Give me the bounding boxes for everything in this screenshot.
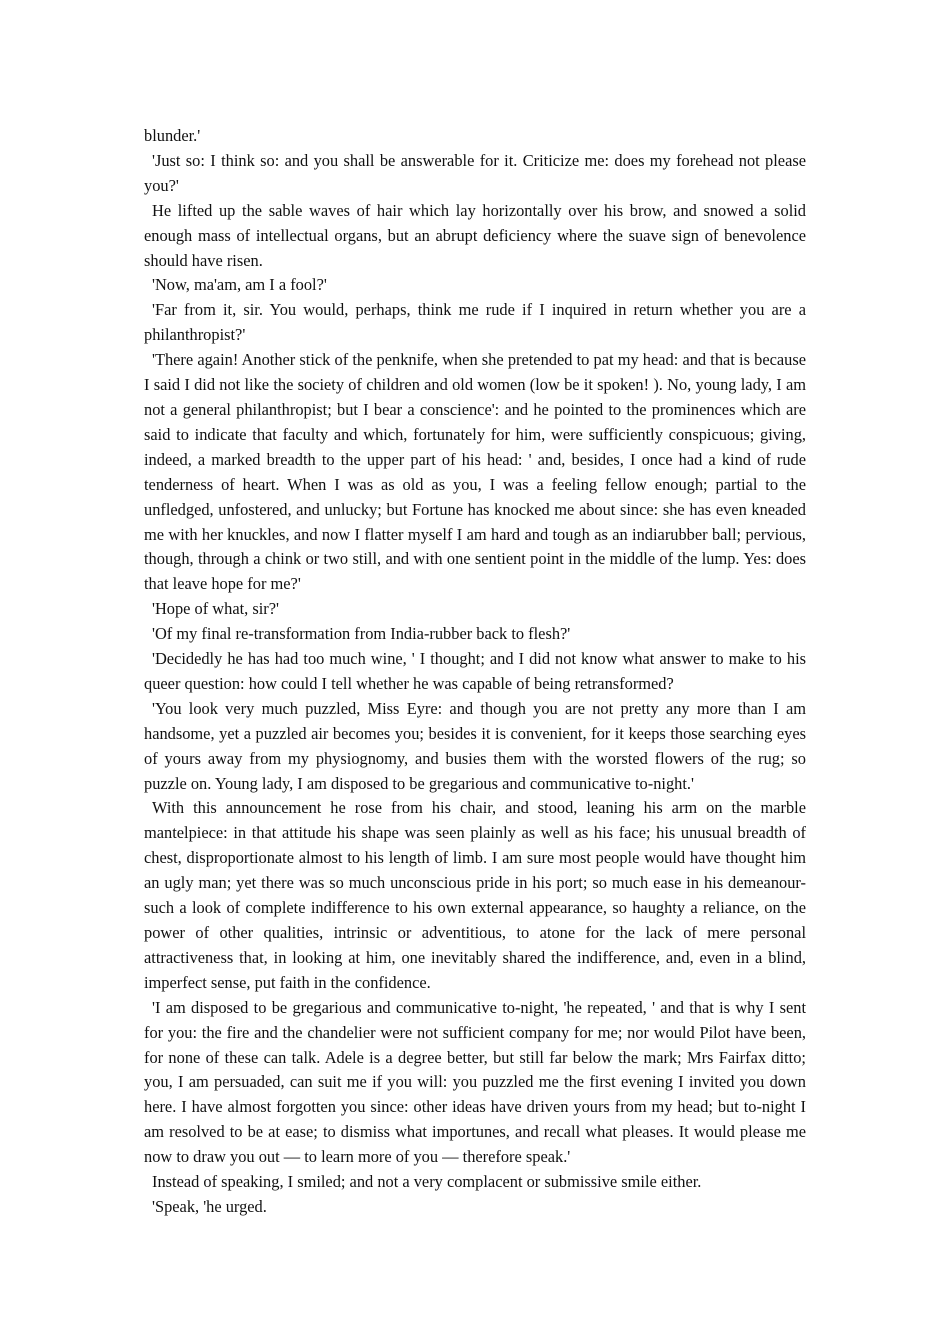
paragraph: 'Now, ma'am, am I a fool?' bbox=[152, 275, 327, 295]
paragraph: blunder.' bbox=[144, 126, 201, 145]
paragraph: 'You look very much puzzled, Miss Eyre: and though you are not pretty any more than I am handsome, yet a puzzled air becomes you; besides it is convenient, for it keeps those searching eyes of yours away from my physiognomy, and busies them with the worsted flowers of the rug; so puzzle on. Young lady, I am disposed to be gregarious and communicative to-night.' bbox=[144, 698, 806, 793]
paragraph: 'Far from it, sir. You would, perhaps, think me rude if I inquired in return whether you are a philanthropist?' bbox=[144, 300, 806, 345]
paragraph: 'I am disposed to be gregarious and communicative to-night, 'he repeated, ' and that is why I sent for you: the fire and the chandelier were not sufficient company for me; nor would Pilot have been, for none of these can talk. Adele is a degree better, but still far below the mark; Mrs Fairfax ditto; you, I am persuaded, can suit me if you will: you puzzled me the first evening I invited you down here. I have almost forgotten you since: other ideas have driven yours from my head; but to-night I am resolved to be at ease; to dismiss what importunes, and recall what pleases. It would please me now to draw you out — to learn more of you — therefore speak.' bbox=[144, 997, 806, 1167]
paragraph: 'Decidedly he has had too much wine, ' I thought; and I did not know what answer to make to his queer question: how could I tell whether he was capable of being retransformed? bbox=[144, 649, 806, 693]
body-text bbox=[144, 124, 806, 1220]
paragraph: He lifted up the sable waves of hair which lay horizontally over his brow, and snowed a solid enough mass of intellectual organs, but an abrupt deficiency where the suave sign of benevolence should have risen. bbox=[144, 200, 806, 270]
paragraph: Instead of speaking, I smiled; and not a very complacent or submissive smile either. bbox=[152, 1172, 702, 1192]
paragraph: 'Of my final re-transformation from India-rubber back to flesh?' bbox=[152, 624, 571, 644]
paragraph: 'Hope of what, sir?' bbox=[152, 599, 279, 619]
paragraph: 'There again! Another stick of the penknife, when she pretended to pat my head: and that is because I said I did not like the society of children and old women (low be it spoken! ). No, young lady, I am not a general philanthropist; but I bear a conscience': and he pointed to the prominences which are said to indicate that faculty and which, fortunately for him, were sufficiently conspicuous; giving, indeed, a marked breadth to the upper part of his head: ' and, besides, I once had a kind of rude tenderness of heart. When I was as old as you, I was a feeling fellow enough; partial to the unfledged, unfostered, and unlucky; but Fortune has knocked me about since: she has even kneaded me with her knuckles, and now I flatter myself I am hard and tough as an indiarubber ball; pervious, though, through a chink or two still, and with one sentient point in the middle of the lump. Yes: does that leave hope for me?' bbox=[144, 350, 806, 594]
paragraph: 'Speak, 'he urged. bbox=[152, 1196, 267, 1216]
paragraph: 'Just so: I think so: and you shall be answerable for it. Criticize me: does my forehead not please you?' bbox=[144, 150, 806, 195]
paragraph: With this announcement he rose from his chair, and stood, leaning his arm on the marble mantelpiece: in that attitude his shape was seen plainly as well as his face; his unusual breadth of chest, disproportionate almost to his length of limb. I am sure most people would have thought him an ugly man; yet there was so much unconscious pride in his port; so much ease in his demeanour-such a look of complete indifference to his own external appearance, so haughty a reliance, on the power of other qualities, intrinsic or adventitious, to atone for the lack of mere personal attractiveness that, in looking at him, one inevitably shared the indifference, and, even in a blind, imperfect sense, put faith in the confidence. bbox=[144, 798, 806, 992]
